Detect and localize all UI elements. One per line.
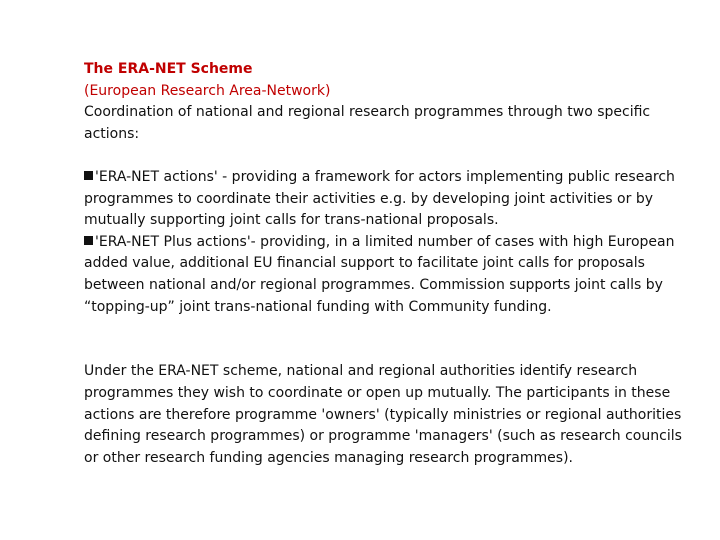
slide-subtitle: (European Research Area-Network) [84,82,331,99]
square-bullet-icon [84,236,93,245]
slide-title: The ERA-NET Scheme [84,61,253,77]
closing-paragraph: Under the ERA-NET scheme, national and regional authorities identify research programmes they wish to coordinate or open up mutually. The participants in these actions are therefore programme 'owners' (typically ministries or regional authorities defining research programmes) or programme 'managers' (such as research councils or other research funding agencies managing research programmes). [84,363,682,466]
intro-text: Coordination of national and regional research programmes through two specific actions: [84,104,651,142]
bullet-text: 'ERA-NET actions' - providing a framework for actors implementing public research programmes to coordinate their activities e.g. by developing joint activities or by mutually supporting joint calls for trans-national proposals. [84,168,675,229]
slide-content [84,59,684,469]
bullet-item-era-net-actions [84,167,684,232]
bullet-item-era-net-plus-actions [84,232,684,318]
square-bullet-icon [84,171,93,180]
spacer [84,318,684,361]
bullet-text: 'ERA-NET Plus actions'- providing, in a limited number of cases with high European added value, additional EU financial support to facilitate joint calls for proposals between national and/or regional programmes. Commission supports joint calls by “topping-up” joint trans-national funding with Community funding. [84,233,675,315]
spacer [84,145,684,167]
